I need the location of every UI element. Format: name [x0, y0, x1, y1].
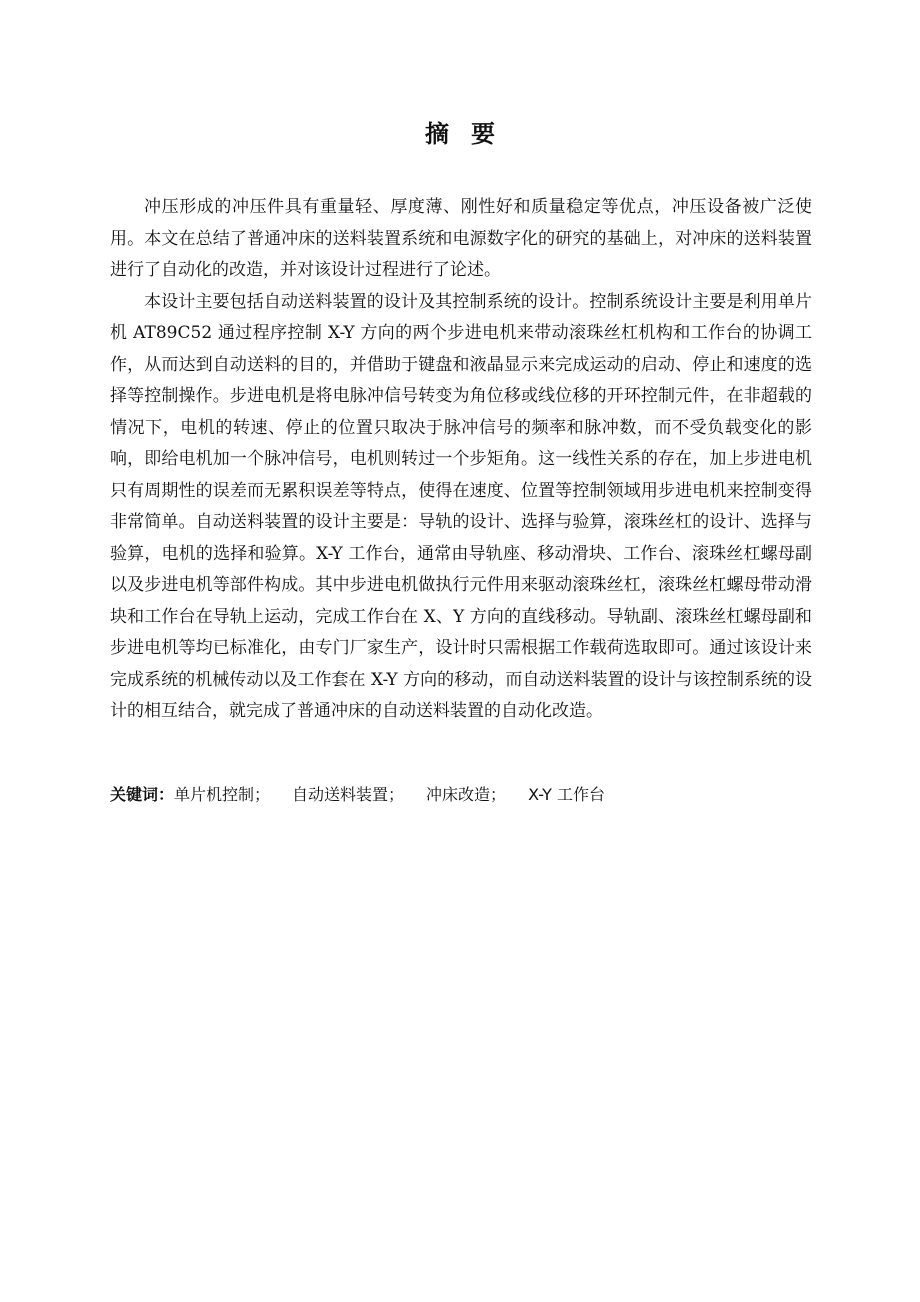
keyword-item: 自动送料装置；: [292, 785, 405, 804]
keyword-item: 单片机控制；: [174, 785, 271, 804]
abstract-title: 摘要: [425, 120, 517, 148]
keywords-label: 关键词：: [110, 785, 175, 804]
keyword-item: 冲床改造；: [426, 785, 507, 804]
keywords-line: [110, 780, 812, 810]
abstract-paragraph-1: 冲压形成的冲压件具有重量轻、厚度薄、刚性好和质量稳定等优点，冲压设备被广泛使用。本文在总结了普通冲床的送料装置系统和电源数字化的研究的基础上，对冲床的送料装置进行了自动化的改造，并对该设计过程进行了论述。: [110, 197, 812, 280]
abstract-body: [110, 192, 812, 728]
keyword-item: X-Y 工作台: [528, 785, 605, 804]
abstract-paragraph-2: 本设计主要包括自动送料装置的设计及其控制系统的设计。控制系统设计主要是利用单片机 AT89C52 通过程序控制 X-Y 方向的两个步进电机来带动滚珠丝杠机构和工作台的协调工作，从而达到自动送料的目的，并借助于键盘和液晶显示来完成运动的启动、停止和速度的选择等控制操作。步进电机是将电脉冲信号转变为角位移或线位移的开环控制元件，在非超载的情况下，电机的转速、停止的位置只取决于脉冲信号的频率和脉冲数，而不受负载变化的影响，即给电机加一个脉冲信号，电机则转过一个步矩角。这一线性关系的存在，加上步进电机只有周期性的误差而无累积误差等特点，使得在速度、位置等控制领域用步进电机来控制变得非常简单。自动送料装置的设计主要是：导轨的设计、选择与验算，滚珠丝杠的设计、选择与验算，电机的选择和验算。X-Y 工作台，通常由导轨座、移动滑块、工作台、滚珠丝杠螺母副以及步进电机等部件构成。其中步进电机做执行元件用来驱动滚珠丝杠，滚珠丝杠螺母带动滑块和工作台在导轨上运动，完成工作台在 X、Y 方向的直线移动。导轨副、滚珠丝杠螺母副和步进电机等均已标准化，由专门厂家生产，设计时只需根据工作载荷选取即可。通过该设计来完成系统的机械传动以及工作套在 X-Y 方向的移动，而自动送料装置的设计与该控制系统的设计的相互结合，就完成了普通冲床的自动送料装置的自动化改造。: [110, 291, 812, 721]
